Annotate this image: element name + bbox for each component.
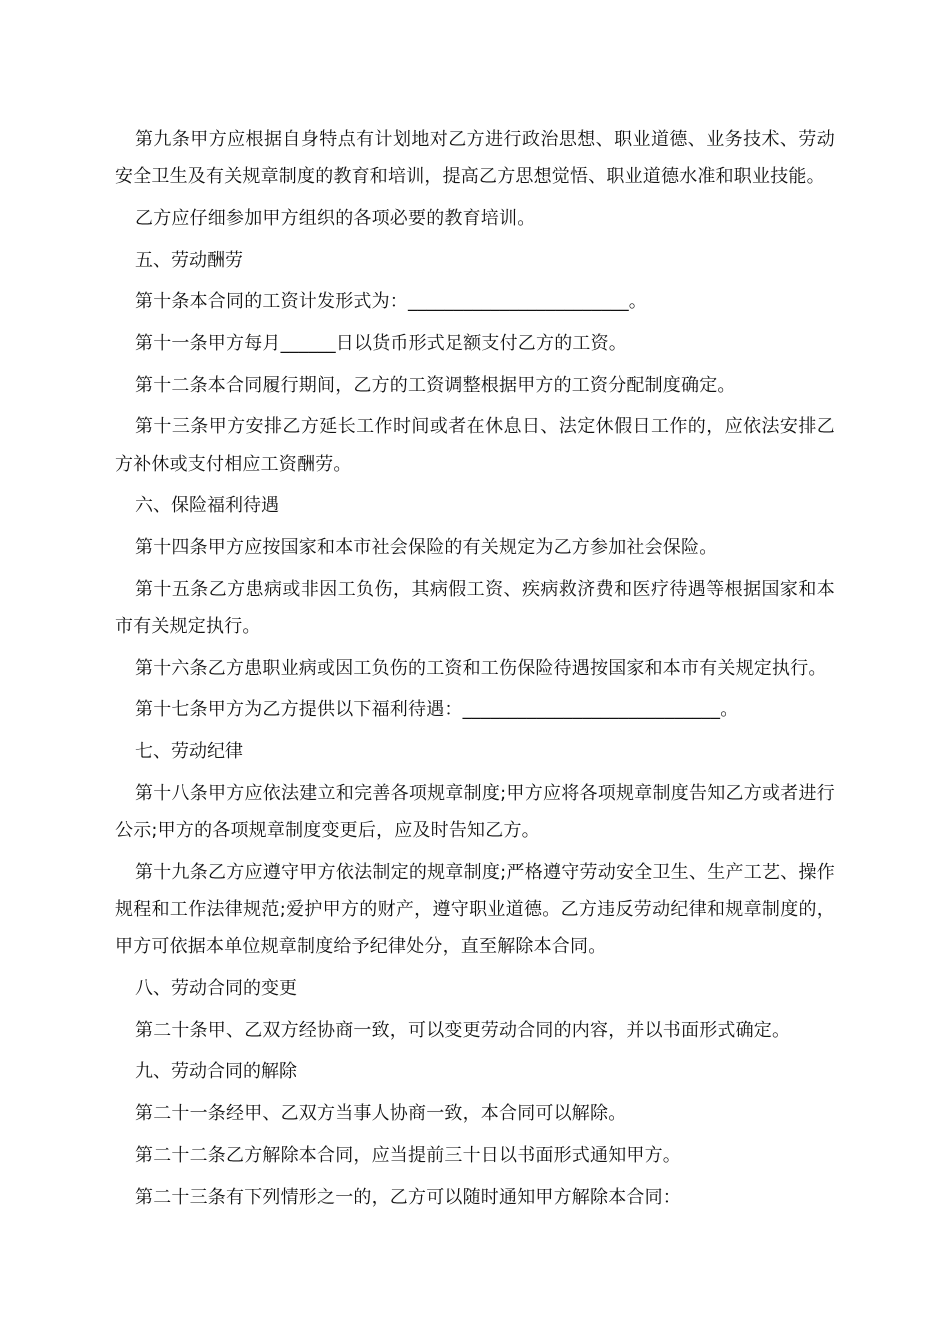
document-body <box>115 121 835 1220</box>
article-12: 第十二条本合同履行期间，乙方的工资调整根据甲方的工资分配制度确定。 <box>135 374 736 396</box>
article-10: 第十条本合同的工资计发形式为：________________________。 <box>135 291 647 313</box>
article-15: 第十五条乙方患病或非因工负伤，其病假工资、疾病救济费和医疗待遇等根据国家和本市有关规定执行。 <box>115 578 835 638</box>
article-19: 第十九条乙方应遵守甲方依法制定的规章制度;严格遵守劳动安全卫生、生产工艺、操作规程和工作法律规范;爱护甲方的财产，遵守职业道德。乙方违反劳动纪律和规章制度的，甲方可依据本单位规章制度给予纪律处分，直至解除本合同。 <box>115 861 835 958</box>
article-23: 第二十三条有下列情形之一的，乙方可以随时通知甲方解除本合同： <box>135 1186 681 1208</box>
article-21: 第二十一条经甲、乙双方当事人协商一致，本合同可以解除。 <box>135 1103 627 1125</box>
article-18: 第十八条甲方应依法建立和完善各项规章制度;甲方应将各项规章制度告知乙方或者进行公示;甲方的各项规章制度变更后，应及时告知乙方。 <box>115 782 835 842</box>
article-16: 第十六条乙方患职业病或因工负伤的工资和工伤保险待遇按国家和本市有关规定执行。 <box>135 657 827 679</box>
article-9-note: 乙方应仔细参加甲方组织的各项必要的教育培训。 <box>135 207 536 229</box>
section-5-heading: 五、劳动酬劳 <box>135 249 243 271</box>
section-8-heading: 八、劳动合同的变更 <box>135 978 297 1000</box>
article-20: 第二十条甲、乙双方经协商一致，可以变更劳动合同的内容，并以书面形式确定。 <box>135 1019 791 1041</box>
article-13: 第十三条甲方安排乙方延长工作时间或者在休息日、法定休假日工作的，应依法安排乙方补休或支付相应工资酬劳。 <box>115 416 835 475</box>
article-17: 第十七条甲方为乙方提供以下福利待遇：____________________________。 <box>135 699 739 721</box>
article-9: 第九条甲方应根据自身特点有计划地对乙方进行政治思想、职业道德、业务技术、劳动安全卫生及有关规章制度的教育和培训，提高乙方思想觉悟、职业道德水准和职业技能。 <box>115 129 835 188</box>
section-9-heading: 九、劳动合同的解除 <box>135 1061 297 1083</box>
section-7-heading: 七、劳动纪律 <box>135 741 243 763</box>
article-22: 第二十二条乙方解除本合同，应当提前三十日以书面形式通知甲方。 <box>135 1144 681 1166</box>
section-6-heading: 六、保险福利待遇 <box>135 495 279 517</box>
article-11: 第十一条甲方每月______日以货币形式足额支付乙方的工资。 <box>135 333 627 355</box>
article-14: 第十四条甲方应按国家和本市社会保险的有关规定为乙方参加社会保险。 <box>135 537 718 559</box>
